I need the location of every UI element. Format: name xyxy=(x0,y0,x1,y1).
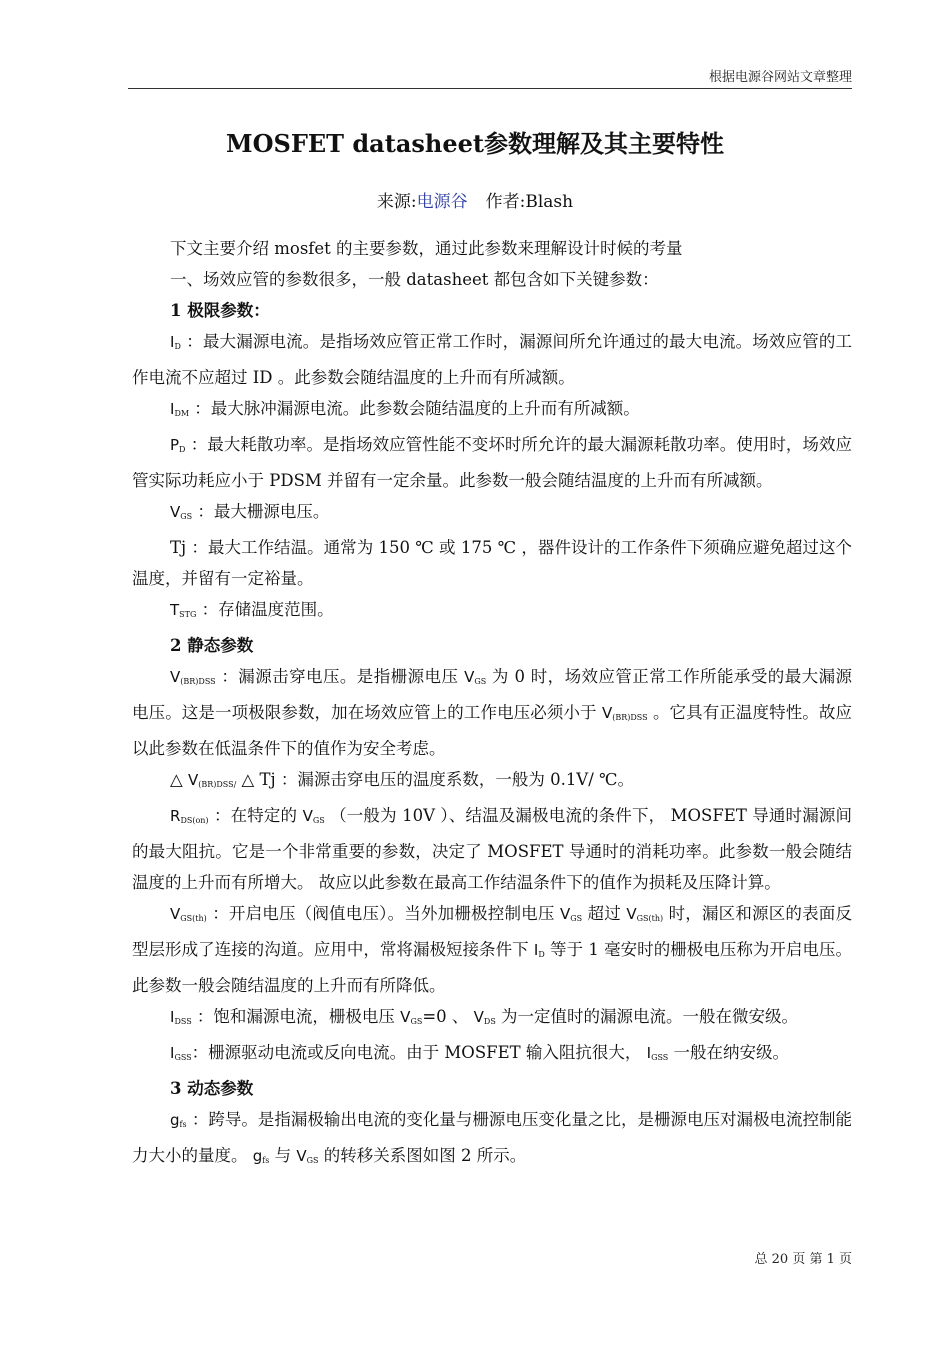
symbol-subscript: GS xyxy=(474,677,487,686)
param-text: （一般为 10V ）、结温及漏极电流的条件下， MOSFET 导通时漏源间的最大阻抗。它是一个非常重要的参数，决定了 MOSFET 导通时的消耗功率。此参数一般会随结温度的上升而有所增大。 故应以此参数在最高工作结温条件下的值作为损耗及压降计算。 xyxy=(132,806,852,892)
param-text: =0 、 xyxy=(422,1007,474,1026)
symbol: I xyxy=(170,1044,175,1062)
param-text: △ Tj ：漏源击穿电压的温度系数，一般为 0.1V/ ℃。 xyxy=(236,770,634,789)
symbol: V xyxy=(170,668,181,686)
symbol: P xyxy=(170,436,180,454)
symbol-subscript: DSS xyxy=(174,1017,192,1026)
param-text: ：最大耗散功率。是指场效应管性能不变坏时所允许的最大漏源耗散功率。使用时，场效应管实际功耗应小于 PDSM 并留有一定余量。此参数一般会随结温度的上升而有所减额。 xyxy=(132,435,852,490)
symbol: R xyxy=(170,807,181,825)
symbol: V xyxy=(170,905,181,923)
param-text: ：开启电压（阀值电压）。当外加栅极控制电压 xyxy=(212,904,560,923)
document-body xyxy=(132,233,852,1176)
param-vgsth xyxy=(132,898,852,1001)
page-header: 根据电源谷网站文章整理 xyxy=(128,66,852,89)
symbol-subscript: STG xyxy=(179,610,197,619)
symbol-subscript: GS(th) xyxy=(636,914,664,923)
symbol: V xyxy=(400,1008,411,1026)
symbol-subscript: (BR)DSS/ xyxy=(198,780,237,789)
symbol-subscript: GS xyxy=(410,1017,423,1026)
symbol-subscript: GS xyxy=(312,816,325,825)
symbol-subscript: D xyxy=(538,950,545,959)
param-text: 超过 xyxy=(582,904,627,923)
param-id xyxy=(132,326,852,393)
symbol-subscript: DM xyxy=(174,409,190,418)
param-text: 的转移关系图如图 2 所示。 xyxy=(318,1146,527,1165)
symbol-subscript: GS(th) xyxy=(180,914,207,923)
symbol: V xyxy=(302,807,313,825)
symbol: T xyxy=(170,601,180,619)
param-rdson xyxy=(132,800,852,898)
symbol: I xyxy=(170,333,175,351)
symbol: V xyxy=(187,771,199,789)
param-text: ：在特定的 xyxy=(213,806,303,825)
param-text: 为 0 时，场效应管正常工作所能承受的最大漏源电压。这是一项极限参数，加在场效应管上的工作电压必须小于 xyxy=(132,667,853,722)
delta-prefix: △ xyxy=(170,770,188,789)
symbol: g xyxy=(170,1111,180,1129)
symbol: V xyxy=(464,668,475,686)
symbol: g xyxy=(252,1147,263,1165)
param-text: ：存储温度范围。 xyxy=(201,600,334,619)
param-text: ：漏源击穿电压。是指栅源电压 xyxy=(221,667,465,686)
param-text: 为一定值时的漏源电流。一般在微安级。 xyxy=(495,1007,799,1026)
param-text: ：栅源驱动电流或反向电流。由于 MOSFET 输入阻抗很大， xyxy=(191,1043,647,1062)
param-text: 与 xyxy=(269,1146,297,1165)
symbol: I xyxy=(170,1008,175,1026)
heading-limit-params: 1 极限参数： xyxy=(170,301,270,320)
param-text: ：饱和漏源电流，栅极电压 xyxy=(196,1007,401,1026)
symbol-subscript: DS(on) xyxy=(180,816,209,825)
symbol-subscript: fs xyxy=(179,1120,187,1129)
symbol: V xyxy=(626,905,637,923)
symbol: I xyxy=(533,941,539,959)
param-text: 。它具有正温度特性。故应以此参数在低温条件下的值作为安全考虑。 xyxy=(132,703,852,758)
param-idss xyxy=(132,1001,852,1037)
symbol: V xyxy=(559,905,571,923)
source-link[interactable]: 电源谷 xyxy=(416,192,468,212)
symbol-subscript: GS xyxy=(306,1156,319,1165)
section-intro-paragraph: 一、场效应管的参数很多，一般 datasheet 都包含如下关键参数： xyxy=(170,270,659,289)
param-idm xyxy=(132,393,852,429)
param-text: 时，漏区和源区的表面反型层形成了连接的沟道。应用中，常将漏极短接条件下 xyxy=(132,904,853,959)
symbol-subscript: (BR)DSS xyxy=(180,677,216,686)
param-igss xyxy=(132,1037,852,1073)
symbol: V xyxy=(601,704,613,722)
param-tstg xyxy=(132,594,852,630)
symbol-subscript: DS xyxy=(483,1017,496,1026)
symbol: V xyxy=(296,1147,307,1165)
param-text: 等于 1 毫安时的栅极电压称为开启电压。此参数一般会随结温度的上升而有所降低。 xyxy=(132,940,852,995)
symbol-subscript: GS xyxy=(180,512,193,521)
page-footer: 总 20 页 第 1 页 xyxy=(754,1252,852,1267)
heading-static-params: 2 静态参数 xyxy=(170,636,254,655)
symbol: I xyxy=(646,1044,652,1062)
param-text: 一般在纳安级。 xyxy=(668,1043,790,1062)
param-pd xyxy=(132,429,852,496)
document-title: MOSFET datasheet参数理解及其主要特性 xyxy=(226,129,724,158)
symbol-subscript: fs xyxy=(262,1156,270,1165)
byline xyxy=(0,187,950,212)
symbol-subscript: GSS xyxy=(651,1053,669,1062)
symbol-subscript: GSS xyxy=(174,1053,192,1062)
param-text: ：跨导。是指漏极输出电流的变化量与栅源电压变化量之比，是栅源电压对漏极电流控制能力大小的量度。 xyxy=(132,1110,852,1165)
symbol-subscript: GS xyxy=(570,914,583,923)
symbol: V xyxy=(170,503,181,521)
author-label: 作者: xyxy=(485,192,526,212)
symbol-subscript: D xyxy=(174,342,181,351)
param-temp-coefficient xyxy=(132,764,852,800)
intro-paragraph: 下文主要介绍 mosfet 的主要参数，通过此参数来理解设计时候的考量 xyxy=(170,239,683,258)
param-text: ：最大漏源电流。是指场效应管正常工作时，漏源间所允许通过的最大电流。场效应管的工作电流不应超过 ID 。此参数会随结温度的上升而有所减额。 xyxy=(132,332,853,387)
param-gfs xyxy=(132,1104,852,1176)
symbol: V xyxy=(473,1008,484,1026)
param-text: ：最大栅源电压。 xyxy=(197,502,330,521)
source-label: 来源: xyxy=(376,192,417,212)
symbol-subscript: D xyxy=(179,445,186,454)
heading-dynamic-params: 3 动态参数 xyxy=(170,1079,254,1098)
param-text: ：最大脉冲漏源电流。此参数会随结温度的上升而有所减额。 xyxy=(194,399,640,418)
author-name: Blash xyxy=(525,192,574,212)
param-vgs xyxy=(132,496,852,532)
symbol: I xyxy=(170,400,175,418)
symbol-subscript: (BR)DSS xyxy=(612,713,648,722)
param-tj: Tj ：最大工作结温。通常为 150 ℃ 或 175 ℃ ，器件设计的工作条件下须确应避免超过这个温度，并留有一定裕量。 xyxy=(132,538,852,588)
param-vbrdss xyxy=(132,661,852,764)
